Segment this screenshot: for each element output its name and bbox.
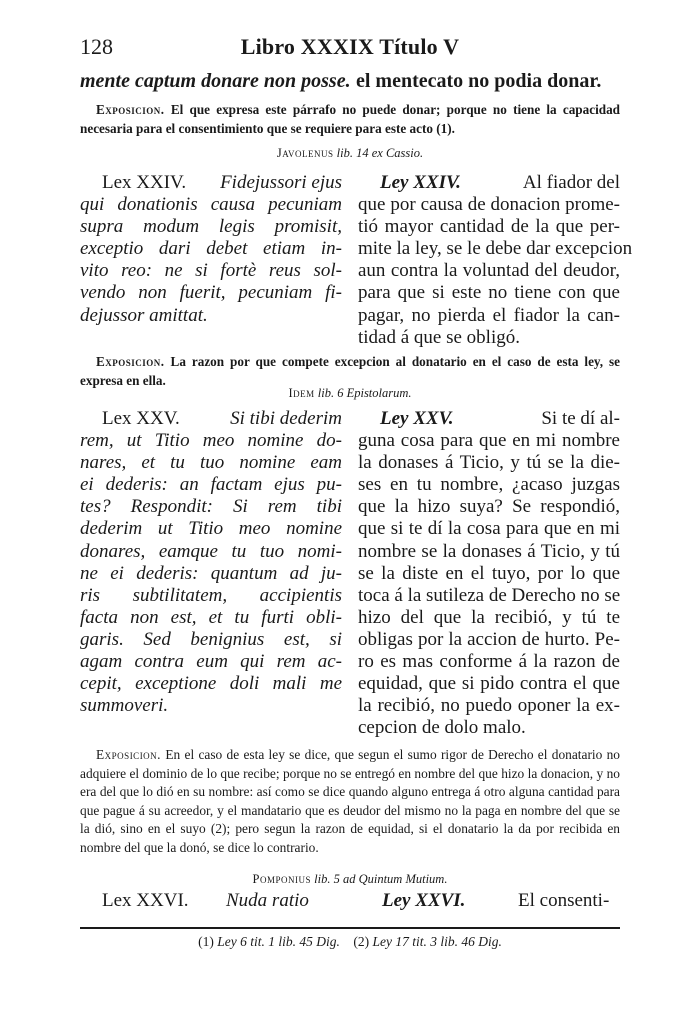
text-line: nares, et tu tuo nomine eam — [80, 452, 342, 474]
exposicion-paragraph-1 — [80, 100, 620, 138]
text-line: exceptio dari debet etiam in- — [80, 238, 342, 260]
text-line: se la diste en el tuyo, por lo que — [358, 562, 620, 584]
text-line: ne ei dederis: quantum ad ju- — [80, 562, 342, 584]
text-line — [358, 172, 620, 194]
text-line: garis. Sed benignius est, si — [80, 628, 342, 650]
source-author: Pomponius — [252, 872, 311, 886]
text-line: guna cosa para que en mi nombre — [358, 430, 620, 452]
law-first-line-text: Fidejussori ejus — [220, 172, 342, 193]
footnotes — [80, 934, 620, 950]
lex-24-latin — [80, 172, 342, 327]
text-line: supra modum legis promisit, — [80, 216, 342, 238]
source-author: Javolenus — [276, 146, 334, 160]
source-reference: lib. 5 ad Quintum Mutium. — [314, 872, 448, 886]
exposicion-paragraph-2 — [80, 352, 620, 390]
text-line: dejussor amittat. — [80, 304, 208, 326]
text-line: aun contra la voluntad del deudor, — [358, 260, 620, 282]
page-header — [80, 34, 620, 64]
text-line: toca á la sutileza de Derecho no se — [358, 584, 621, 606]
footnote-divider — [80, 927, 620, 929]
text-line — [80, 408, 342, 430]
text-line: que la hizo suya? Se respondió, — [358, 496, 620, 518]
text-line: rem, ut Titio meo nomine do- — [80, 430, 342, 452]
text-line: pagar, no pierda el fiador la can- — [358, 304, 620, 326]
text-line: cepcion de dolo malo. — [358, 717, 526, 739]
text-line: tidad á que se obligó. — [358, 326, 520, 348]
text-line: tió mayor cantidad de la que per- — [358, 216, 620, 238]
lex-26-latin-text: Nuda ratio — [226, 890, 309, 911]
text-line: vito reo: ne si fortè reus sol- — [80, 260, 342, 282]
ley-26-spanish-head: Ley XXVI. — [382, 890, 466, 911]
page-number: 128 — [80, 34, 113, 59]
law-first-line-text: Al fiador del — [522, 172, 620, 193]
law-heading: Ley XXIV. — [380, 172, 461, 193]
text-line: ei dederis: an factam ejus pu- — [80, 474, 342, 496]
continuation-latin: mente captum donare non posse. — [80, 70, 351, 92]
text-line: summoveri. — [80, 695, 169, 717]
law-heading: Lex XXV. — [102, 408, 180, 429]
lex-25-latin — [80, 408, 342, 717]
source-citation-2 — [80, 386, 620, 401]
text-line: cepit, exceptione doli mali me — [80, 673, 342, 695]
lex-26-latin-head: Lex XXVI. — [102, 890, 189, 911]
source-citation-1 — [80, 146, 620, 161]
exposicion-text: La razon por que compete excepcion al donatario en el caso de esta ley, se expresa en ella. — [80, 354, 621, 388]
source-citation-3 — [80, 872, 620, 887]
text-line: que por causa de donacion prome- — [358, 194, 620, 216]
text-line: ro es mas conforme á la razon de — [358, 651, 620, 673]
source-author: Idem — [288, 386, 315, 400]
law-heading: Ley XXV. — [380, 408, 454, 429]
exposicion-paragraph-3 — [80, 746, 620, 857]
text-line: donares, eamque tu tuo nomi- — [80, 540, 342, 562]
text-line — [80, 172, 342, 194]
footnote-1-text: Ley 6 tit. 1 lib. 45 Dig. — [217, 934, 340, 949]
text-line: vendo non fuerit, pecuniam fi- — [80, 282, 342, 304]
continuation-spanish: el mentecato no podia donar. — [356, 70, 602, 92]
footnote-2-text: Ley 17 tit. 3 lib. 46 Dig. — [372, 934, 502, 949]
text-line — [358, 408, 620, 430]
running-title: Libro XXXIX Título V — [240, 34, 460, 59]
text-line: facta non est, et tu furti obli- — [80, 606, 342, 628]
exposicion-text: El que expresa este párrafo no puede donar; porque no tiene la capacidad necesaria para el consentimiento que se requiere para este acto (1). — [80, 102, 621, 136]
text-line: obligas por la accion de hurto. Pe- — [358, 628, 620, 650]
exposicion-text: En el caso de esta ley se dice, que segun el sumo rigor de Derecho el donatario no adquiere el dominio de lo que recibe; porque no se entregó en nombre del que hizo la donacion, y no era del que lo dió en su nombre: así como se dice quando alguno entrega á otro alguna cantidad para que pague á su acreedor, y el mandatario que es deudor del mismo no la paga en nombre del que se la dió, sino en el suyo (2); pero segun la razon de equidad, si el donatario la da por recibida en nombre del que la donó, se dice lo contrario. — [80, 747, 620, 855]
ley-25-spanish — [358, 408, 620, 739]
text-line: dederim ut Titio meo nomine — [80, 518, 342, 540]
source-reference: lib. 14 ex Cassio. — [336, 146, 424, 160]
ley-24-spanish — [358, 172, 633, 349]
footnote-1-mark: (1) — [198, 934, 214, 949]
text-line: nombre se la donases á Ticio, y tú — [358, 540, 620, 562]
text-line: equidad, que si pido contra el que — [358, 673, 620, 695]
text-line: qui donationis causa pecuniam — [80, 194, 342, 216]
text-line: ses en tu nombre, ¿acaso juzgas — [358, 474, 620, 496]
exposicion-label: Exposicion. — [96, 102, 165, 117]
text-line: agam contra eum qui rem ac- — [80, 651, 342, 673]
text-line: hizo del que la recibió, y tú te — [358, 606, 620, 628]
text-line: tes? Respondit: Si rem tibi — [80, 496, 342, 518]
exposicion-label: Exposicion. — [96, 354, 165, 369]
ley-26-spanish-text: El consenti- — [518, 890, 610, 911]
text-line: la donases á Ticio, y tú se la die- — [358, 452, 620, 474]
text-line: mite la ley, se le debe dar excepcion — [358, 238, 633, 260]
exposicion-label: Exposicion. — [96, 747, 162, 762]
law-first-line-text: Si tibi dederim — [230, 408, 342, 429]
law-heading: Lex XXIV. — [102, 172, 187, 193]
text-line: para que si este no tiene con que — [358, 282, 620, 304]
text-line: ris subtilitatem, accipientis — [80, 584, 342, 606]
text-line: que si te dí la cosa para que en mi — [358, 518, 620, 540]
source-reference: lib. 6 Epistolarum. — [317, 386, 412, 400]
footnote-2-mark: (2) — [353, 934, 370, 949]
law-first-line-text: Si te dí al- — [541, 408, 620, 429]
text-line: la recibió, no puedo oponer la ex- — [358, 695, 620, 717]
